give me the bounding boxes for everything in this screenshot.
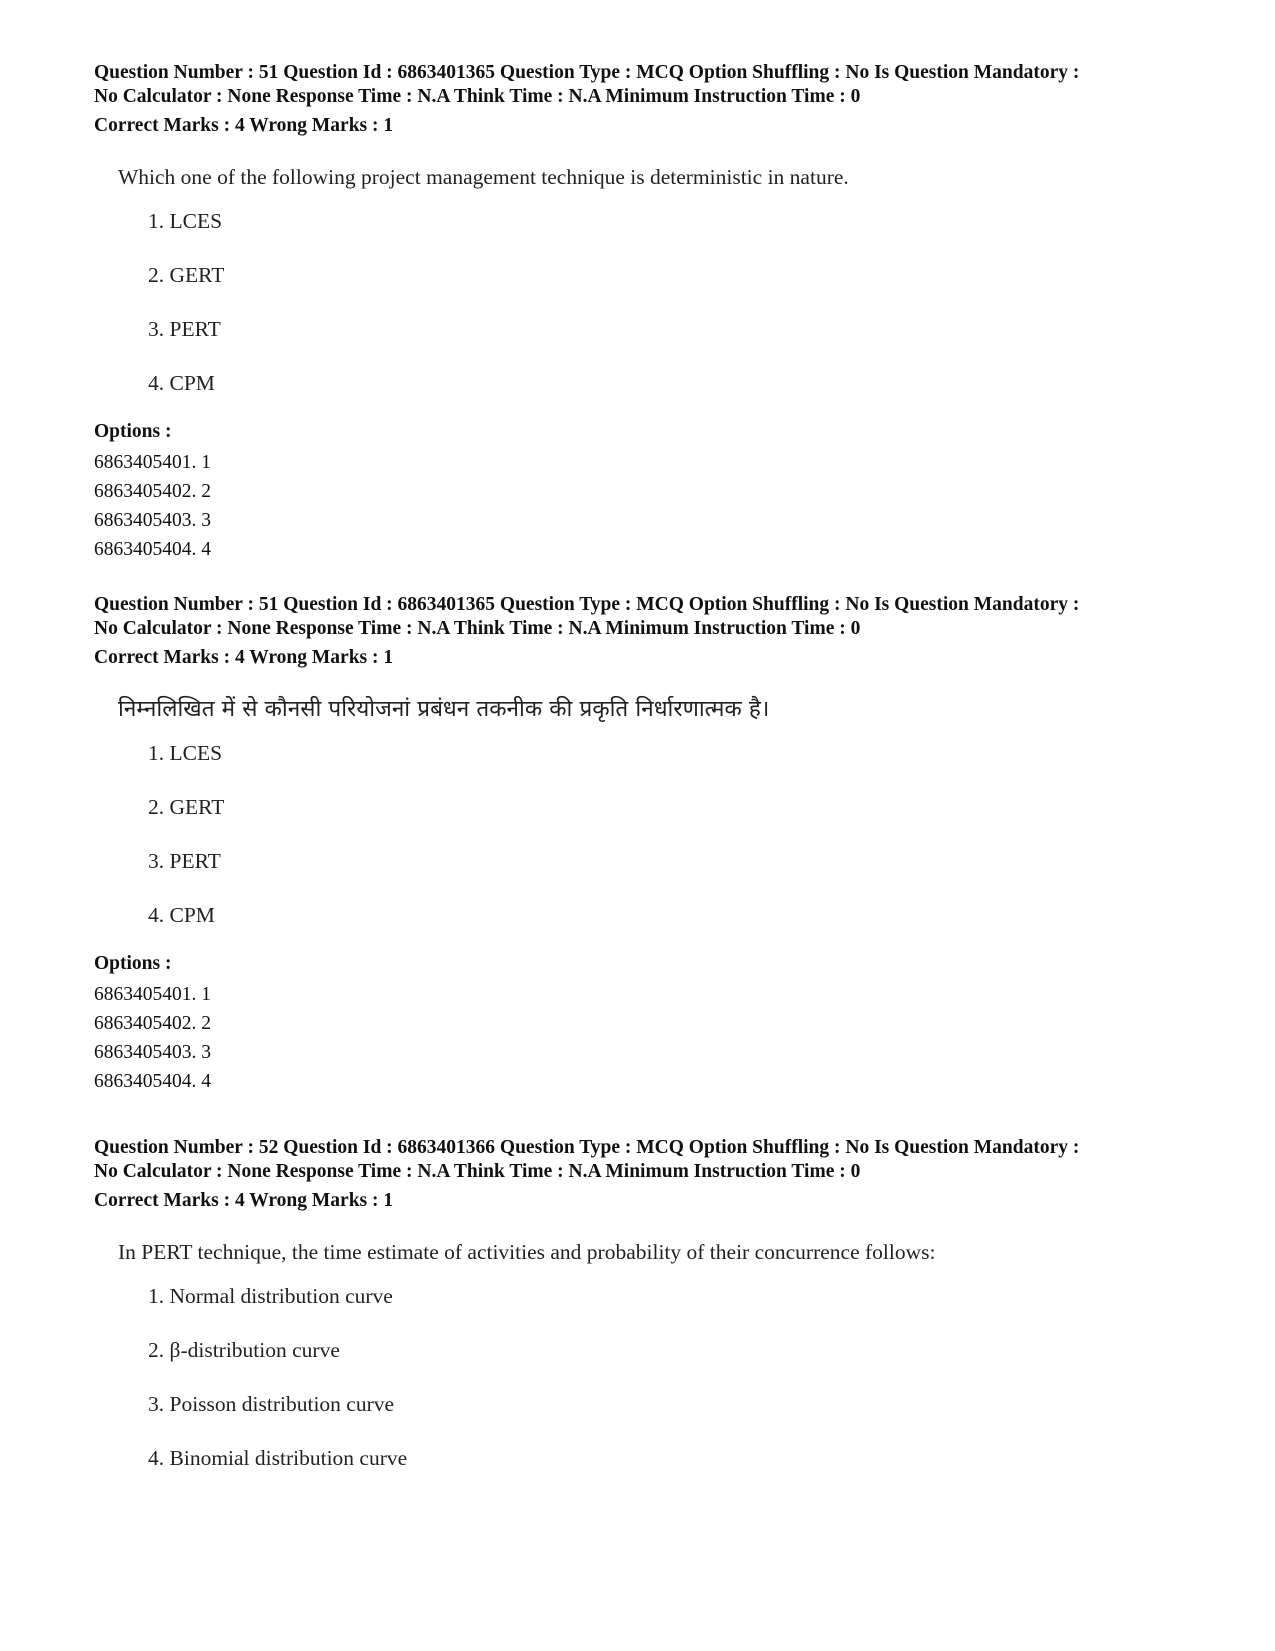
question-text: Which one of the following project management technique is deterministic in nature.: [118, 165, 849, 189]
choice-item: 3. Poisson distribution curve: [148, 1392, 395, 1416]
choice-item: 4. CPM: [148, 371, 215, 395]
question-meta-line2: No Calculator : None Response Time : N.A Think Time : N.A Minimum Instruction Time : 0: [94, 86, 861, 107]
choice-item: 1. LCES: [148, 209, 223, 233]
question-block-2: [94, 593, 1214, 1096]
marks-line: Correct Marks : 4 Wrong Marks : 1: [94, 115, 394, 136]
question-meta-line2: No Calculator : None Response Time : N.A Think Time : N.A Minimum Instruction Time : 0: [94, 618, 861, 639]
question-meta-line1: Question Number : 52 Question Id : 6863401366 Question Type : MCQ Option Shuffling : No Is Question Mandatory :: [94, 1137, 1080, 1158]
option-id-item: 6863405402. 2: [94, 481, 211, 502]
option-id-item: 6863405401. 1: [94, 452, 211, 473]
marks-line: Correct Marks : 4 Wrong Marks : 1: [94, 1190, 394, 1211]
choice-list: [148, 206, 1214, 398]
choice-item: 1. Normal distribution curve: [148, 1284, 393, 1308]
question-block-3: [94, 1136, 1214, 1497]
choice-item: 3. PERT: [148, 849, 221, 873]
option-id-item: 6863405403. 3: [94, 1042, 211, 1063]
question-block-1: [94, 61, 1214, 564]
choice-item: 2. GERT: [148, 795, 225, 819]
choice-list: [148, 1281, 1214, 1473]
choice-item: 1. LCES: [148, 741, 223, 765]
question-text: In PERT technique, the time estimate of activities and probability of their concurrence follows:: [118, 1240, 936, 1264]
option-id-item: 6863405402. 2: [94, 1013, 211, 1034]
choice-item: 2. GERT: [148, 263, 225, 287]
question-meta-line1: Question Number : 51 Question Id : 6863401365 Question Type : MCQ Option Shuffling : No Is Question Mandatory :: [94, 62, 1080, 83]
options-label: Options :: [94, 953, 172, 974]
question-text: निम्नलिखित में से कौनसी परियोजनां प्रबंधन तकनीक की प्रकृति निर्धारणात्मक है।: [118, 696, 770, 722]
choice-list: [148, 738, 1214, 930]
choice-item: 4. CPM: [148, 903, 215, 927]
choice-item: 2. β-distribution curve: [148, 1338, 340, 1362]
option-id-list: [94, 448, 1214, 564]
choice-item: 4. Binomial distribution curve: [148, 1446, 408, 1470]
option-id-list: [94, 980, 1214, 1096]
option-id-item: 6863405404. 4: [94, 1071, 211, 1092]
option-id-item: 6863405404. 4: [94, 539, 211, 560]
options-label: Options :: [94, 421, 172, 442]
question-meta-line1: Question Number : 51 Question Id : 6863401365 Question Type : MCQ Option Shuffling : No Is Question Mandatory :: [94, 594, 1080, 615]
question-meta-line2: No Calculator : None Response Time : N.A Think Time : N.A Minimum Instruction Time : 0: [94, 1161, 861, 1182]
marks-line: Correct Marks : 4 Wrong Marks : 1: [94, 647, 394, 668]
choice-item: 3. PERT: [148, 317, 221, 341]
option-id-item: 6863405403. 3: [94, 510, 211, 531]
option-id-item: 6863405401. 1: [94, 984, 211, 1005]
